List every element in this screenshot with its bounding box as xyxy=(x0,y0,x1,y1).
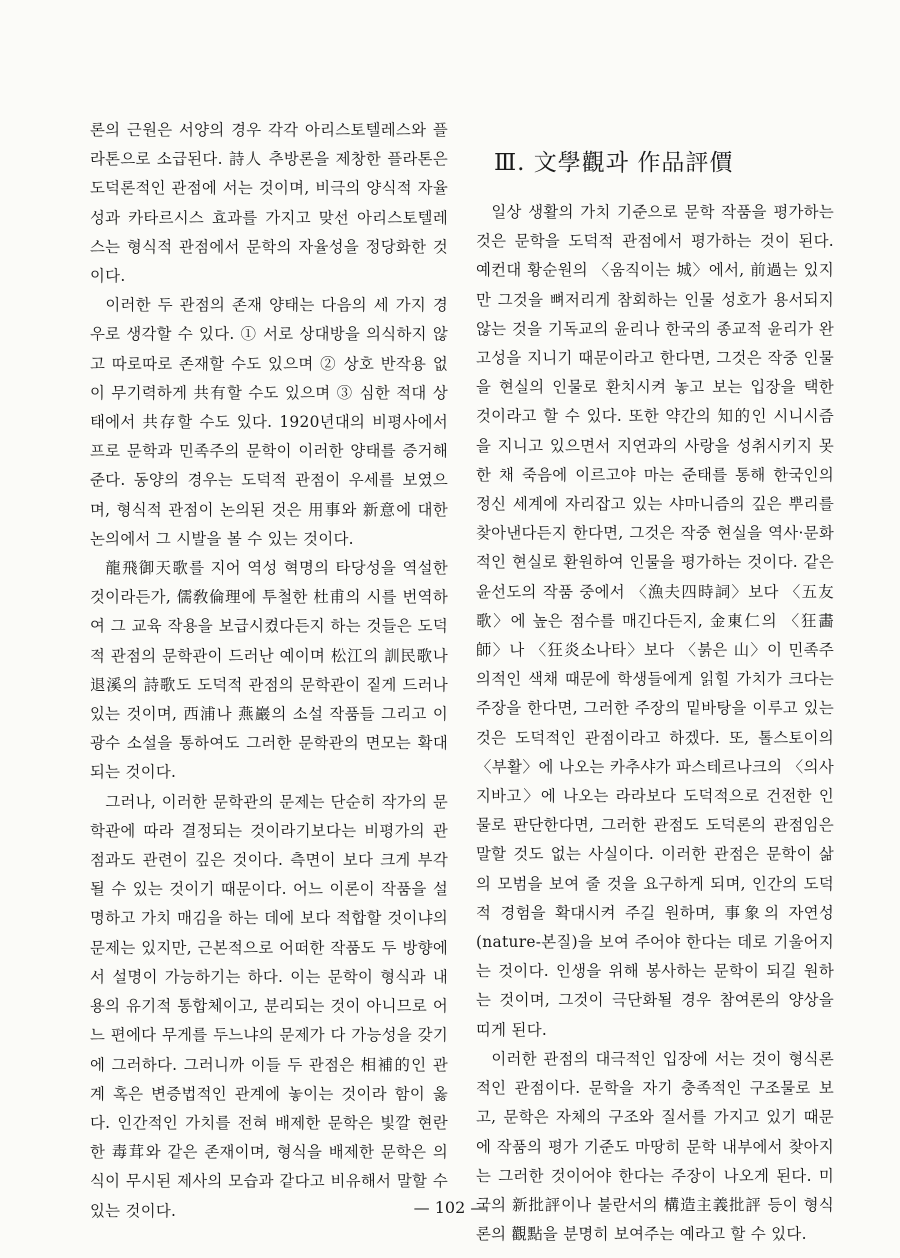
left-paragraph-1: 론의 근원은 서양의 경우 각각 아리스토텔레스와 플라톤으로 소급된다. 詩人 추방론을 제창한 플라톤은 도덕론적인 관점에 서는 것이며, 비극의 양식적 자율성과 카타르시스 효과를 가지고 맞선 아리스토텔레스는 형식적 관점에서 문학의 자율성을 정당화한 것이다. xyxy=(90,121,448,286)
left-paragraph-2: 이러한 두 관점의 존재 양태는 다음의 세 가지 경우로 생각할 수 있다. ① 서로 상대방을 의식하지 않고 따로따로 존재할 수도 있으며 ② 상호 반작용 없이 무기력하게 共有할 수도 있으며 ③ 심한 적대 상태에서 共存할 수도 있다. 1920년대의 비평사에서 프로 문학과 민족주의 문학이 이러한 양태를 증거해 준다. 동양의 경우는 도덕적 관점이 우세를 보였으며, 형식적 관점이 논의된 것은 用事와 新意에 대한 논의에서 그 시발을 볼 수 있는 것이다. xyxy=(90,296,448,548)
right-column xyxy=(476,198,834,1249)
left-paragraph-4: 그러나, 이러한 문학관의 문제는 단순히 작가의 문학관에 따라 결정되는 것이라기보다는 비평가의 관점과도 관련이 깊은 것이다. 측면이 보다 크게 부각될 수 있는 것이기 때문이다. 어느 이론이 작품을 설명하고 가치 매김을 하는 데에 보다 적합할 것이냐의 문제는 있지만, 근본적으로 어떠한 작품도 두 방향에서 설명이 가능하기는 하다. 이는 문학이 형식과 내용의 유기적 통합체이고, 분리되는 것이 아니므로 어느 편에다 무게를 두느냐의 문제가 다 가능성을 갖기에 그러하다. 그러니까 이들 두 관점은 相補的인 관계 혹은 변증법적인 관계에 놓이는 것이라 함이 옳다. 인간적인 가치를 전혀 배제한 문학은 빛깔 현란한 毒茸와 같은 존재이며, 형식을 배제한 문학은 의식이 무시된 제사의 모습과 같다고 비유해서 말할 수 있는 것이다. xyxy=(90,792,448,1220)
page-number: — 102 — xyxy=(413,1198,487,1217)
left-paragraph-3: 龍飛御天歌를 지어 역성 혁명의 타당성을 역설한 것이라든가, 儒敎倫理에 투철한 杜甫의 시를 번역하여 그 교육 작용을 보급시켰다든지 하는 것들은 도덕적 관점의 문학관이 드러난 예이며 松江의 訓民歌나 退溪의 詩歌도 도덕적 관점의 문학관이 짙게 드러나 있는 것이며, 西浦나 燕巖의 소설 작품들 그리고 이 광수 소설을 통하여도 그러한 문학관의 면모는 확대되는 것이다. xyxy=(90,559,448,782)
section-heading: Ⅲ. 文學觀과 作品評價 xyxy=(494,150,734,176)
left-column xyxy=(90,116,448,1226)
right-paragraph-2: 이러한 관점의 대극적인 입장에 서는 것이 형식론적인 관점이다. 문학을 자기 충족적인 구조물로 보고, 문학은 자체의 구조와 질서를 가지고 있기 때문에 작품의 평가 기준도 마땅히 문학 내부에서 찾아지는 그러한 것이어야 한다는 주장이 나오게 된다. 미국의 新批評이나 불란서의 構造主義批評 등이 형식론의 觀點을 분명히 보여주는 예라고 할 수 있다. xyxy=(476,1049,834,1244)
right-paragraph-1: 일상 생활의 가치 기준으로 문학 작품을 평가하는 것은 문학을 도덕적 관점에서 평가하는 것이 된다. 예컨대 황순원의 〈움직이는 城〉에서, 前過는 있지만 그것을 뼈저리게 참회하는 인물 성호가 용서되지 않는 것을 기독교의 윤리나 한국의 종교적 윤리가 완고성을 지니기 때문이라고 한다면, 그것은 작중 인물을 현실의 인물로 환치시켜 놓고 보는 입장을 택한 것이라고 할 수 있다. 또한 약간의 知的인 시니시즘을 지니고 있으면서 지연과의 사랑을 성취시키지 못한 채 죽음에 이르고야 마는 준태를 통해 한국인의 정신 세계에 자리잡고 있는 샤마니즘의 깊은 뿌리를 찾아낸다든지 한다면, 그것은 작중 현실을 역사·문화적인 현실로 환원하여 인물을 평가하는 것이다. 같은 윤선도의 작품 중에서 〈漁夫四時詞〉보다 〈五友歌〉에 높은 점수를 매긴다든지, 金東仁의 〈狂畵師〉나 〈狂炎소나타〉보다 〈붉은 山〉이 민족주의적인 색채 때문에 학생들에게 읽힐 가치가 크다는 주장을 한다면, 그러한 주장의 밑바탕을 이루고 있는 것은 도덕적인 관점이라고 하겠다. 또, 톨스토이의 〈부활〉에 나오는 카추샤가 파스테르나크의 〈의사 지바고〉에 나오는 라라보다 도덕적으로 건전한 인물로 판단한다면, 그러한 관점도 도덕론의 관점임은 말할 것도 없는 사실이다. 이러한 관점은 문학이 삶의 모범을 보여 줄 것을 요구하게 되며, 인간의 도덕적 경험을 확대시켜 주길 원하며, 事象의 자연성(nature-본질)을 보여 주어야 한다는 데로 기울어지는 것이다. 인생을 위해 봉사하는 문학이 되길 원하는 것이며, 그것이 극단화될 경우 참여론의 양상을 띠게 된다. xyxy=(476,203,834,1039)
